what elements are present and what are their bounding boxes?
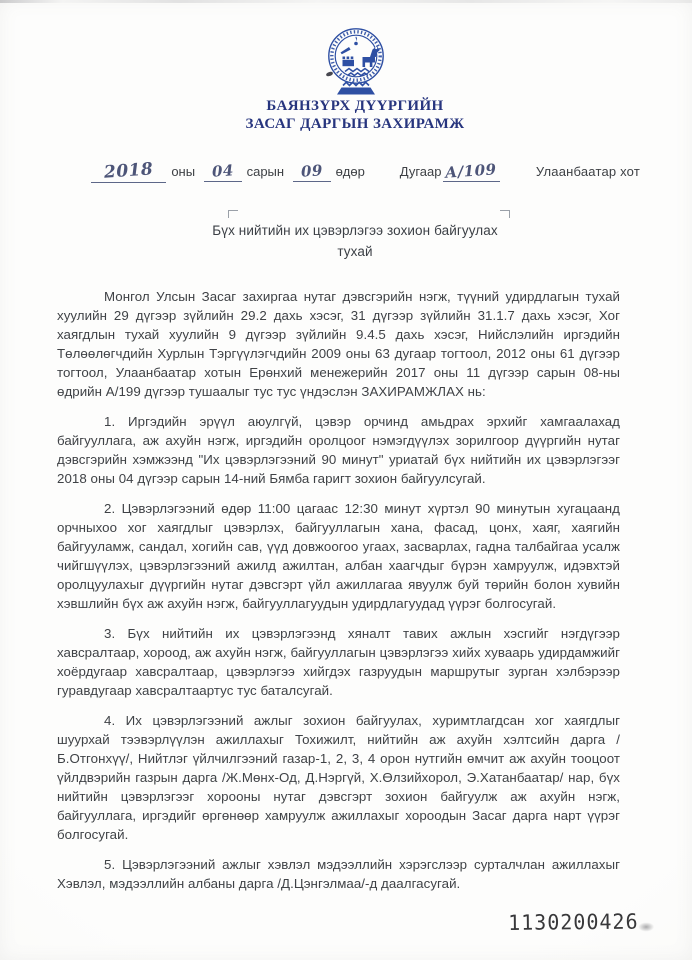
date-year-value: 2018 (103, 159, 154, 183)
district-emblem-icon (318, 26, 394, 98)
ordinance-item-5: 5. Цэвэрлэгээний ажлыг хэвлэл мэдээллийн хэрэгслээр сурталчлан ажиллахыг Хэвлэл, мэдээллийн албаны дарга /Д.Цэнгэлмаа/-д даалгасугай. (57, 857, 620, 891)
date-month-field (204, 162, 242, 182)
date-month-value: 04 (211, 161, 235, 181)
ordinance-item-2: 2. Цэвэрлэгээний өдөр 11:00 цагаас 12:30 минут хүртэл 90 минутын хугацаанд орчныхоо хог хаягдлыг цэвэрлэх, байгууллагын хана, фасад, цонх, хаяг, хаягийн байгууламж, сандал, хогийн сав, үүд довжоогоо угаах, засварлах, гадна талбайгаа усалж чийгшүүлэх, цэвэрлэгээний ажилд ажилтан, албан хаагчдыг бүрэн хамруулж, идэвхтэй оролцуулахыг дүүргийн нутаг дэвсгэрт үйл ажиллагаа явуулж буй төрийн болон хувийн хэвшлийн бүх аж ахуйн нэгж, байгууллагуудын удирдлагуудад үүрэг болгосугай. (57, 501, 620, 611)
stamp-number: 1130200426 (508, 908, 639, 936)
ordinance-number (400, 162, 503, 182)
date-year-field (91, 161, 166, 183)
ordinance-number-field (443, 162, 501, 182)
ordinance-number-label: Дугаар (399, 164, 442, 179)
date-day-field (293, 162, 331, 182)
dateline (88, 161, 640, 183)
org-name (9, 97, 692, 133)
district-emblem-icon (318, 26, 394, 98)
document-body (57, 287, 620, 904)
scan-edge-artifact (0, 0, 692, 3)
org-name-line1: БАЯНЗҮРХ ДҮҮРГИЙН (266, 98, 444, 114)
ordinance-item-3: 3. Бүх нийтийн их цэвэрлэгээнд хяналт тавих ажлын хэсгийг нэгдүгээр хавсралтаар, хороод, аж ахуйн нэгж, байгууллагын цэвэрлэгээ хийх хуваарь удирдамжийг хоёрдугаар хавсралтаар, цэвэрлэгээ хийгдэх газруудын маршрутыг зурган хэлбэрээр гуравдугаар хавсралтаартус тус баталсугай. (57, 626, 620, 698)
ordinance-item-1: 1. Иргэдийн эрүүл аюулгүй, цэвэр орчинд амьдрах эрхийг хамгаалахад байгууллага, аж ахуйн нэгж, иргэдийн оролцоог нэмэгдүүлэх зорилгоор дүүргийн нутаг дэвсгэрийн хэмжээнд "Их цэвэрлэгээний 90 минут" уриатай бүх нийтийн их цэвэрлэгээг 2018 оны 04 дүгээр сарын 14-ний Бямба гаригт зохион байгуулсугай. (57, 414, 620, 486)
ordinance-item-4: 4. Их цэвэрлэгээний ажлыг зохион байгуулах, хуримтлагдсан хог хаягдлыг шуурхай тээвэрлүүлэн ажиллахыг Тохижилт, нийтийн аж ахуйн хэлтсийн дарга /Б.Отгонхүү/, Нийтлэг үйлчилгээний газар-1, 2, 3, 4 орон нутгийн өмчит аж ахуйн тооцоот үйлдвэрийн газрын дарга /Ж.Мөнх-Од, Д.Нэргүй, Х.Өлзийхорол, Э.Хатанбаатар/ нар, бүх нийтийн цэвэрлэгээг хорооны нутаг дэвсгэрт зохион байгуулж аж ахуйн нэгж, байгууллага, иргэдийг өргөнөөр хамруулж ажиллахыг хороодын Засаг дарга нарт үүрэг болгосугай. (57, 713, 620, 842)
ordinance-number-value: А/109 (443, 160, 497, 182)
date-year-label: оны (171, 164, 196, 179)
date-day-value: 09 (300, 161, 324, 181)
org-name-line2: ЗАСАГ ДАРГЫН ЗАХИРАМЖ (245, 116, 465, 132)
date-fields (88, 161, 367, 183)
city-label: Улаанбаатар хот (535, 164, 640, 179)
paragraph-preamble: Монгол Улсын Засаг захиргаа нутаг дэвсгэрийн нэгж, түүний удирдлагын тухай хуулийн 29 дүгээр зүйлийн 29.2 дахь хэсэг, 31 дүгээр зүйлийн 31.1.7 дахь хэсэг, Хог хаягдлын тухай хуулийн 9 дүгээр зүйлийн 9.4.5 дахь хэсэг, Нийслэлийн иргэдийн Төлөөлөгчдийн Хурлын Тэргүүлэгчдийн 2009 оны 63 дугаар тогтоол, 2012 оны 61 дүгээр тогтоол, Улаанбаатар хотын Ерөнхий менежерийн 2017 оны 11 дүгээр сарын 08-ны өдрийн А/199 дүгээр тушаалыг тус тус үндэслэн ЗАХИРАМЖЛАХ нь: (57, 289, 620, 399)
document-title (9, 208, 692, 262)
title-block (0, 208, 692, 262)
date-day-label: өдөр (335, 164, 365, 179)
date-month-label: сарын (246, 164, 285, 179)
document-title-line1: Бүх нийтийн их цэвэрлэгээ зохион байгуулах (212, 223, 498, 238)
document-title-line2: тухай (337, 244, 373, 259)
